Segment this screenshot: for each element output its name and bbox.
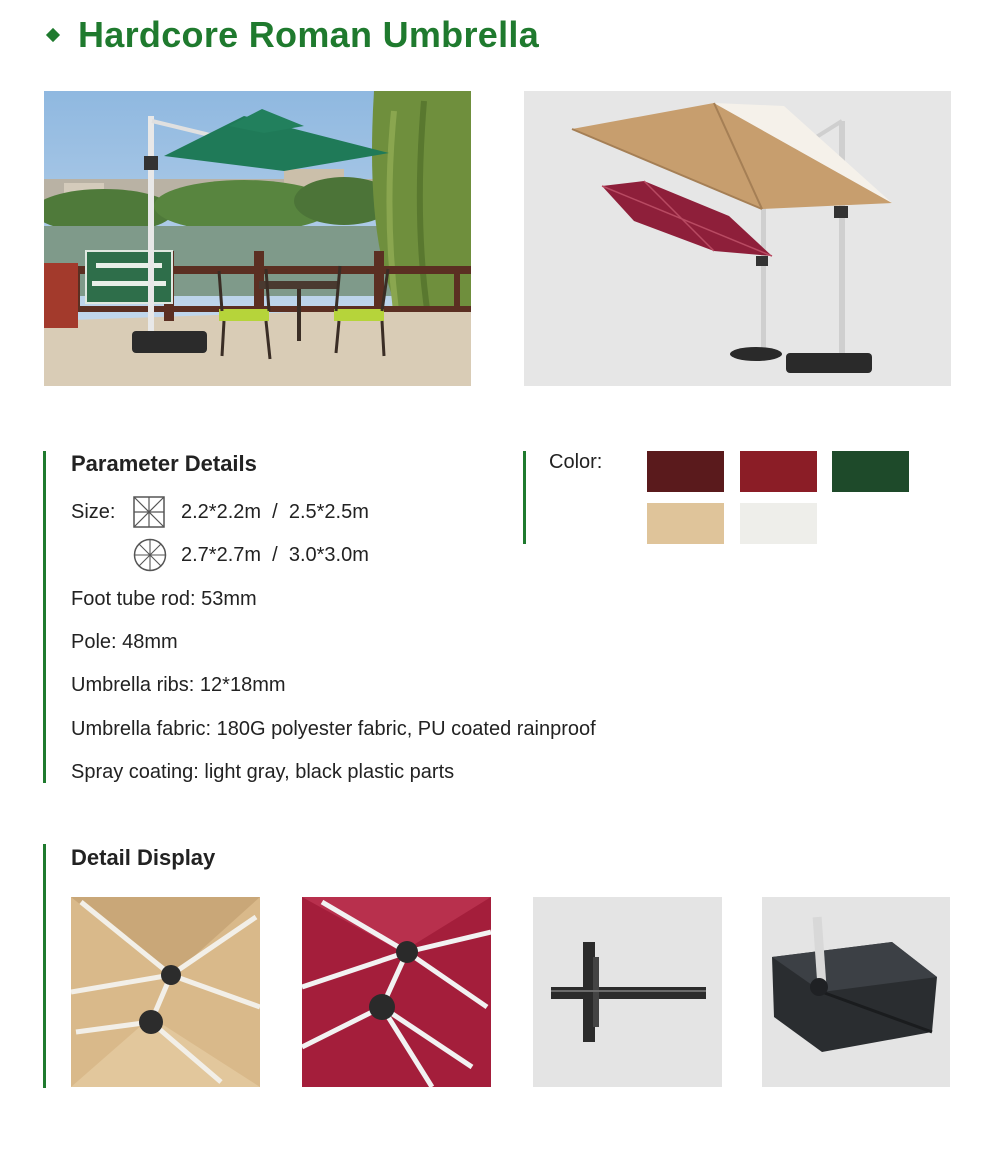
three-umbrellas-illustration <box>524 91 951 386</box>
plastic-base-weight-photo <box>762 897 950 1087</box>
detail-section-bar <box>43 844 46 1088</box>
size-round-values: 2.7*2.7m / 3.0*3.0m <box>181 544 369 566</box>
color-section-bar <box>523 451 526 544</box>
round-canopy-icon <box>133 538 167 572</box>
beige-canopy-ribs-photo <box>71 897 260 1087</box>
base-weight-illustration <box>762 897 950 1087</box>
detail-display-heading: Detail Display <box>71 845 216 870</box>
color-swatch-white <box>740 503 817 544</box>
cross-bracket-illustration <box>533 897 722 1087</box>
beige-ribs-illustration <box>71 897 260 1087</box>
lakeside-patio-umbrella-illustration <box>44 91 471 386</box>
color-swatch-green <box>832 451 909 492</box>
lakeside-patio-umbrella-photo <box>44 91 471 386</box>
three-cantilever-umbrellas-photo <box>524 91 951 386</box>
fabric-spec: Umbrella fabric: 180G polyester fabric, PU coated rainproof <box>71 718 596 740</box>
size-square-values: 2.2*2.2m / 2.5*2.5m <box>181 501 369 523</box>
color-swatch-dark-red <box>647 451 724 492</box>
coating-spec: Spray coating: light gray, black plastic parts <box>71 761 455 783</box>
color-swatch-red <box>740 451 817 492</box>
parameter-details-heading: Parameter Details <box>71 451 257 476</box>
page-title: Hardcore Roman Umbrella <box>78 14 540 55</box>
red-canopy-ribs-photo <box>302 897 491 1087</box>
cross-base-bracket-photo <box>533 897 722 1087</box>
color-swatch-beige <box>647 503 724 544</box>
square-canopy-icon <box>133 496 165 528</box>
ribs-spec: Umbrella ribs: 12*18mm <box>71 674 286 696</box>
page-header <box>44 12 539 58</box>
foot-tube-spec: Foot tube rod: 53mm <box>71 588 257 610</box>
red-ribs-illustration <box>302 897 491 1087</box>
color-label: Color: <box>549 451 603 473</box>
pole-spec: Pole: 48mm <box>71 631 178 653</box>
diamond-bullet-icon <box>46 28 60 42</box>
size-label: Size: <box>71 501 116 523</box>
parameter-section-bar <box>43 451 46 783</box>
